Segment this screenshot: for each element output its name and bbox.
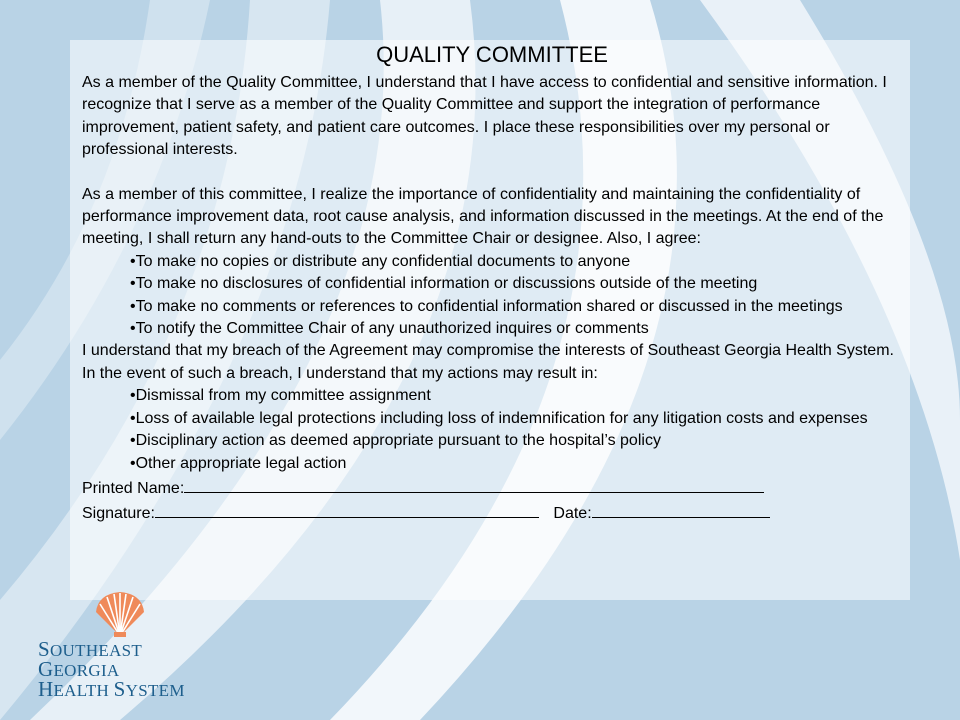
list-item: •Dismissal from my committee assignment <box>130 387 431 405</box>
list-item: •To make no comments or references to confidential information shared or discussed in the meetings <box>130 297 843 315</box>
printed-name-row <box>82 475 902 500</box>
logo-line-2: HEALTH SYSTEM <box>38 677 185 701</box>
logo-text <box>38 637 213 701</box>
date-field[interactable] <box>592 500 770 518</box>
southeast-georgia-logo <box>38 590 213 700</box>
list-item: •Loss of available legal protections including loss of indemnification for any litigation costs and expenses <box>130 409 868 427</box>
list-item: •Disciplinary action as deemed appropriate pursuant to the hospital’s policy <box>130 432 661 450</box>
printed-name-field[interactable] <box>184 475 764 493</box>
shell-icon <box>90 590 150 638</box>
confidentiality-paragraph: As a member of this committee, I realize the importance of confidentiality and maintaining the confidentiality of performance improvement data, root cause analysis, and information discussed in the meetings. At the end of the meeting, I shall return any hand-outs to the Committee Chair or designee. Also, I agree: <box>82 185 884 248</box>
paragraph-gap <box>82 162 902 184</box>
list-item: •To make no disclosures of confidential information or discussions outside of the meeting <box>130 275 758 293</box>
signature-label: Signature: <box>82 505 155 523</box>
printed-name-label: Printed Name: <box>82 479 185 497</box>
list-item: •To notify the Committee Chair of any unauthorized inquires or comments <box>130 320 649 338</box>
logo-line-1: SOUTHEAST GEORGIA <box>38 637 142 681</box>
date-label: Date: <box>553 505 592 523</box>
breach-paragraph: I understand that my breach of the Agreement may compromise the interests of Southeast Georgia Health System. In the event of such a breach, I understand that my actions may result in: <box>82 342 894 382</box>
signature-field[interactable] <box>155 500 539 518</box>
list-item: •Other appropriate legal action <box>130 454 347 472</box>
intro-paragraph: As a member of the Quality Committee, I understand that I have access to confidential and sensitive information. I recognize that I serve as a member of the Quality Committee and support the integration of performance improvement, patient safety, and patient care outcomes. I place these responsibilities over my personal or professional interests. <box>82 74 887 159</box>
document-title: QUALITY COMMITTEE <box>376 42 608 67</box>
agreement-list <box>82 251 902 341</box>
list-item: •To make no copies or distribute any confidential documents to anyone <box>130 252 631 270</box>
consequence-list <box>82 385 902 475</box>
agreement-document <box>82 42 902 526</box>
signature-row <box>82 500 902 525</box>
